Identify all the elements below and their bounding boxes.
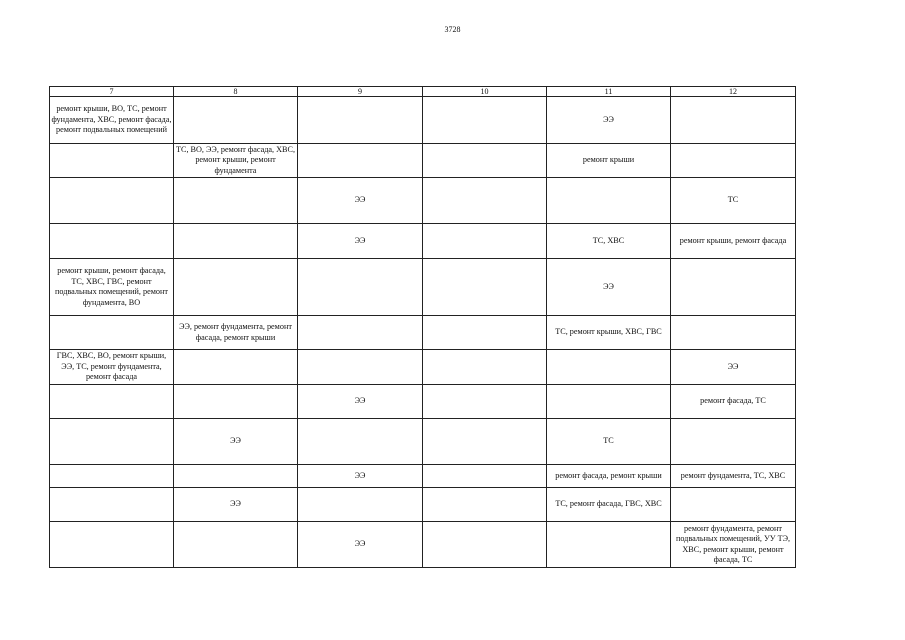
table-cell [174,350,298,385]
table-cell [174,178,298,224]
table-cell [423,350,547,385]
column-header: 10 [423,87,547,97]
table-cell [50,522,174,568]
table-cell [50,224,174,259]
table-cell [50,178,174,224]
table-cell: ЭЭ [298,224,423,259]
table-cell [423,259,547,316]
table-cell [174,224,298,259]
table-cell [50,385,174,419]
table-cell [298,97,423,144]
table-cell: ТС [547,419,671,465]
table-cell: ТС, ВО, ЭЭ, ремонт фасада, ХВС, ремонт крыши, ремонт фундамента [174,144,298,178]
table-cell [423,144,547,178]
table-row [50,316,796,350]
table-cell [423,522,547,568]
table-cell [298,488,423,522]
table-cell [298,316,423,350]
column-header: 12 [671,87,796,97]
table-row [50,522,796,568]
table-row [50,97,796,144]
page-number: 3728 [444,25,461,34]
table-cell [174,522,298,568]
table-cell: ЭЭ [547,259,671,316]
table-cell [547,350,671,385]
table-cell: ЭЭ [671,350,796,385]
table-cell: ЭЭ [298,178,423,224]
table-row [50,350,796,385]
table-cell [671,488,796,522]
table-cell [423,316,547,350]
table-cell: ТС, ремонт фасада, ГВС, ХВС [547,488,671,522]
table-cell [298,350,423,385]
table-cell [671,97,796,144]
table-cell [50,419,174,465]
table-cell: ремонт крыши, ремонт фасада, ТС, ХВС, ГВС, ремонт подвальных помещений, ремонт фундамента, ВО [50,259,174,316]
table-cell: ЭЭ [298,522,423,568]
table-cell: ремонт крыши, ремонт фасада [671,224,796,259]
table-cell [174,385,298,419]
table-cell [547,522,671,568]
table-cell: ЭЭ [298,385,423,419]
table-cell [50,488,174,522]
table-cell: ТС, ремонт крыши, ХВС, ГВС [547,316,671,350]
table-cell [423,224,547,259]
table-cell: ремонт крыши [547,144,671,178]
table-cell [174,97,298,144]
table-cell: ремонт фасада, ТС [671,385,796,419]
table-row [50,488,796,522]
table-cell [174,259,298,316]
table-row [50,144,796,178]
table-row [50,224,796,259]
table-cell: ЭЭ [174,419,298,465]
table-cell [671,316,796,350]
table-row [50,178,796,224]
table-cell [423,419,547,465]
table-cell: ЭЭ [547,97,671,144]
column-header: 8 [174,87,298,97]
table-cell: ремонт фасада, ремонт крыши [547,465,671,488]
table-cell [671,259,796,316]
works-table [49,86,796,568]
table-cell: ЭЭ [174,488,298,522]
table-cell: ремонт фундамента, ТС, ХВС [671,465,796,488]
table-row [50,465,796,488]
column-header: 11 [547,87,671,97]
table-cell: ремонт фундамента, ремонт подвальных помещений, УУ ТЭ, ХВС, ремонт крыши, ремонт фасада, ТС [671,522,796,568]
table-cell: ЭЭ [298,465,423,488]
header-row [50,87,796,97]
table-cell [50,144,174,178]
table-cell [671,144,796,178]
table-cell [547,385,671,419]
table-row [50,419,796,465]
table-cell: ГВС, ХВС, ВО, ремонт крыши, ЭЭ, ТС, ремонт фундамента, ремонт фасада [50,350,174,385]
table-cell [174,465,298,488]
table-cell [298,259,423,316]
table-cell: ТС, ХВС [547,224,671,259]
table-row [50,259,796,316]
table-cell: ЭЭ, ремонт фундамента, ремонт фасада, ремонт крыши [174,316,298,350]
table-cell [423,97,547,144]
table-cell [423,178,547,224]
table-cell [423,385,547,419]
column-header: 9 [298,87,423,97]
column-header: 7 [50,87,174,97]
table-cell: ТС [671,178,796,224]
table-cell [298,144,423,178]
table-cell: ремонт крыши, ВО, ТС, ремонт фундамента, ХВС, ремонт фасада, ремонт подвальных помещений [50,97,174,144]
table-cell [298,419,423,465]
table-cell [547,178,671,224]
table-cell [671,419,796,465]
table-row [50,385,796,419]
table-cell [50,316,174,350]
table-cell [50,465,174,488]
table-cell [423,488,547,522]
table-cell [423,465,547,488]
